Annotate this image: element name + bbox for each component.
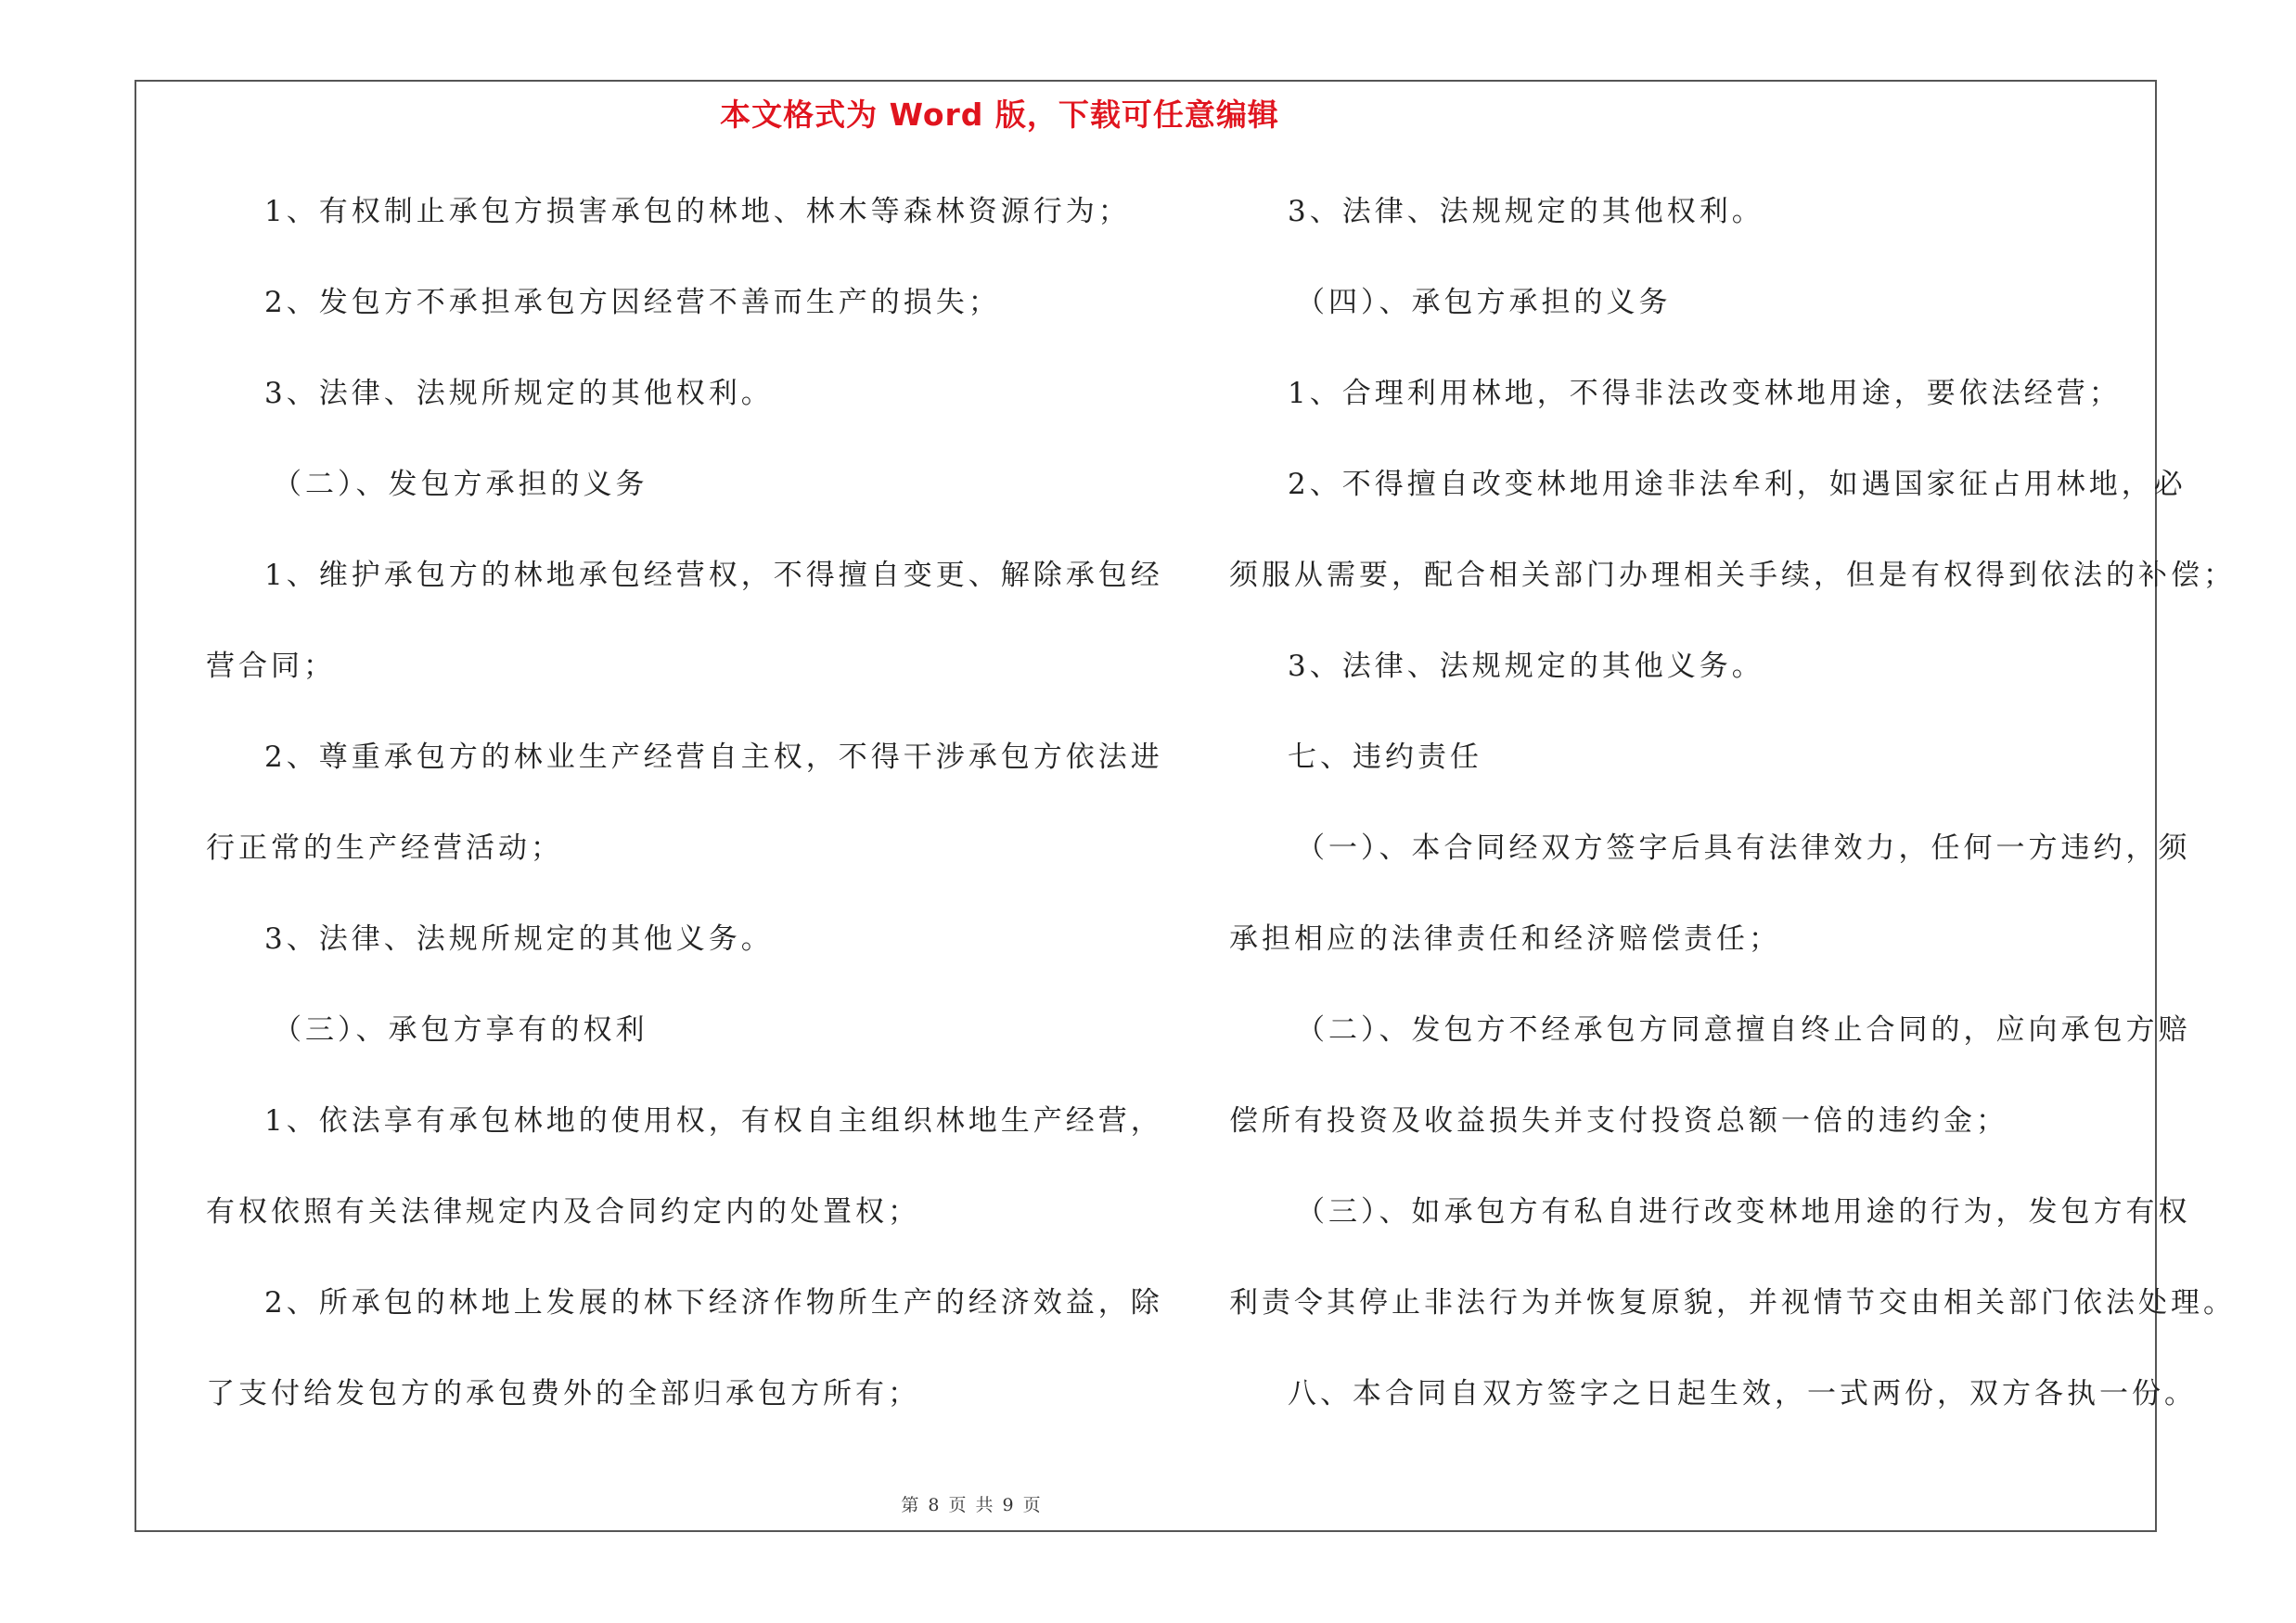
paragraph-line: 2、不得擅自改变林地用途非法牟利，如遇国家征占用林地，必 xyxy=(1288,468,2187,501)
paragraph-line: 3、法律、法规所规定的其他权利。 xyxy=(264,377,774,410)
paragraph-line: （三）、承包方享有的权利 xyxy=(273,1013,648,1047)
paragraph-line: 2、发包方不承担承包方因经营不善而生产的损失； xyxy=(264,286,1001,319)
paragraph-line: （二）、发包方承担的义务 xyxy=(273,468,648,501)
paragraph-line: 须服从需要，配合相关部门办理相关手续，但是有权得到依法的补偿； xyxy=(1229,559,2236,592)
paragraph-line: （二）、发包方不经承包方同意擅自终止合同的，应向承包方赔 xyxy=(1296,1013,2191,1047)
paragraph-line: 有权依照有关法律规定内及合同约定内的处置权； xyxy=(206,1195,920,1229)
paragraph-line: 行正常的生产经营活动； xyxy=(206,831,563,865)
page-footer: 第 8 页 共 9 页 xyxy=(901,1495,1043,1515)
paragraph-line: 3、法律、法规规定的其他义务。 xyxy=(1288,650,1764,683)
paragraph-line: （三）、如承包方有私自进行改变林地用途的行为，发包方有权 xyxy=(1296,1195,2191,1229)
paragraph-line: 2、所承包的林地上发展的林下经济作物所生产的经济效益，除 xyxy=(264,1286,1163,1320)
paragraph-line: 偿所有投资及收益损失并支付投资总额一倍的违约金； xyxy=(1229,1104,2008,1138)
paragraph-line: 1、合理利用林地，不得非法改变林地用途，要依法经营； xyxy=(1288,377,2122,410)
left-column xyxy=(206,184,1163,1457)
header-banner: 本文格式为 Word 版，下载可任意编辑 xyxy=(720,97,1279,133)
paragraph-line: 承担相应的法律责任和经济赔偿责任； xyxy=(1229,922,1781,956)
paragraph-line: 利责令其停止非法行为并恢复原貌，并视情节交由相关部门依法处理。 xyxy=(1229,1286,2236,1320)
paragraph-line: 营合同； xyxy=(206,650,336,683)
paragraph-line: 3、法律、法规规定的其他权利。 xyxy=(1288,195,1764,228)
paragraph-line: 了支付给发包方的承包费外的全部归承包方所有； xyxy=(206,1377,920,1410)
right-column xyxy=(1229,184,2236,1457)
paragraph-line: （一）、本合同经双方签字后具有法律效力，任何一方违约，须 xyxy=(1296,831,2191,865)
paragraph-line: 八、本合同自双方签字之日起生效，一式两份，双方各执一份。 xyxy=(1288,1377,2197,1410)
paragraph-line: 3、法律、法规所规定的其他义务。 xyxy=(264,922,774,956)
paragraph-line: 2、尊重承包方的林业生产经营自主权，不得干涉承包方依法进 xyxy=(264,741,1163,774)
paragraph-line: 1、依法享有承包林地的使用权，有权自主组织林地生产经营， xyxy=(264,1104,1163,1138)
paragraph-line: 1、有权制止承包方损害承包的林地、林木等森林资源行为； xyxy=(264,195,1131,228)
paragraph-line: 1、维护承包方的林地承包经营权，不得擅自变更、解除承包经 xyxy=(264,559,1163,592)
paragraph-line: 七、违约责任 xyxy=(1288,741,1482,774)
paragraph-line: （四）、承包方承担的义务 xyxy=(1296,286,1672,319)
